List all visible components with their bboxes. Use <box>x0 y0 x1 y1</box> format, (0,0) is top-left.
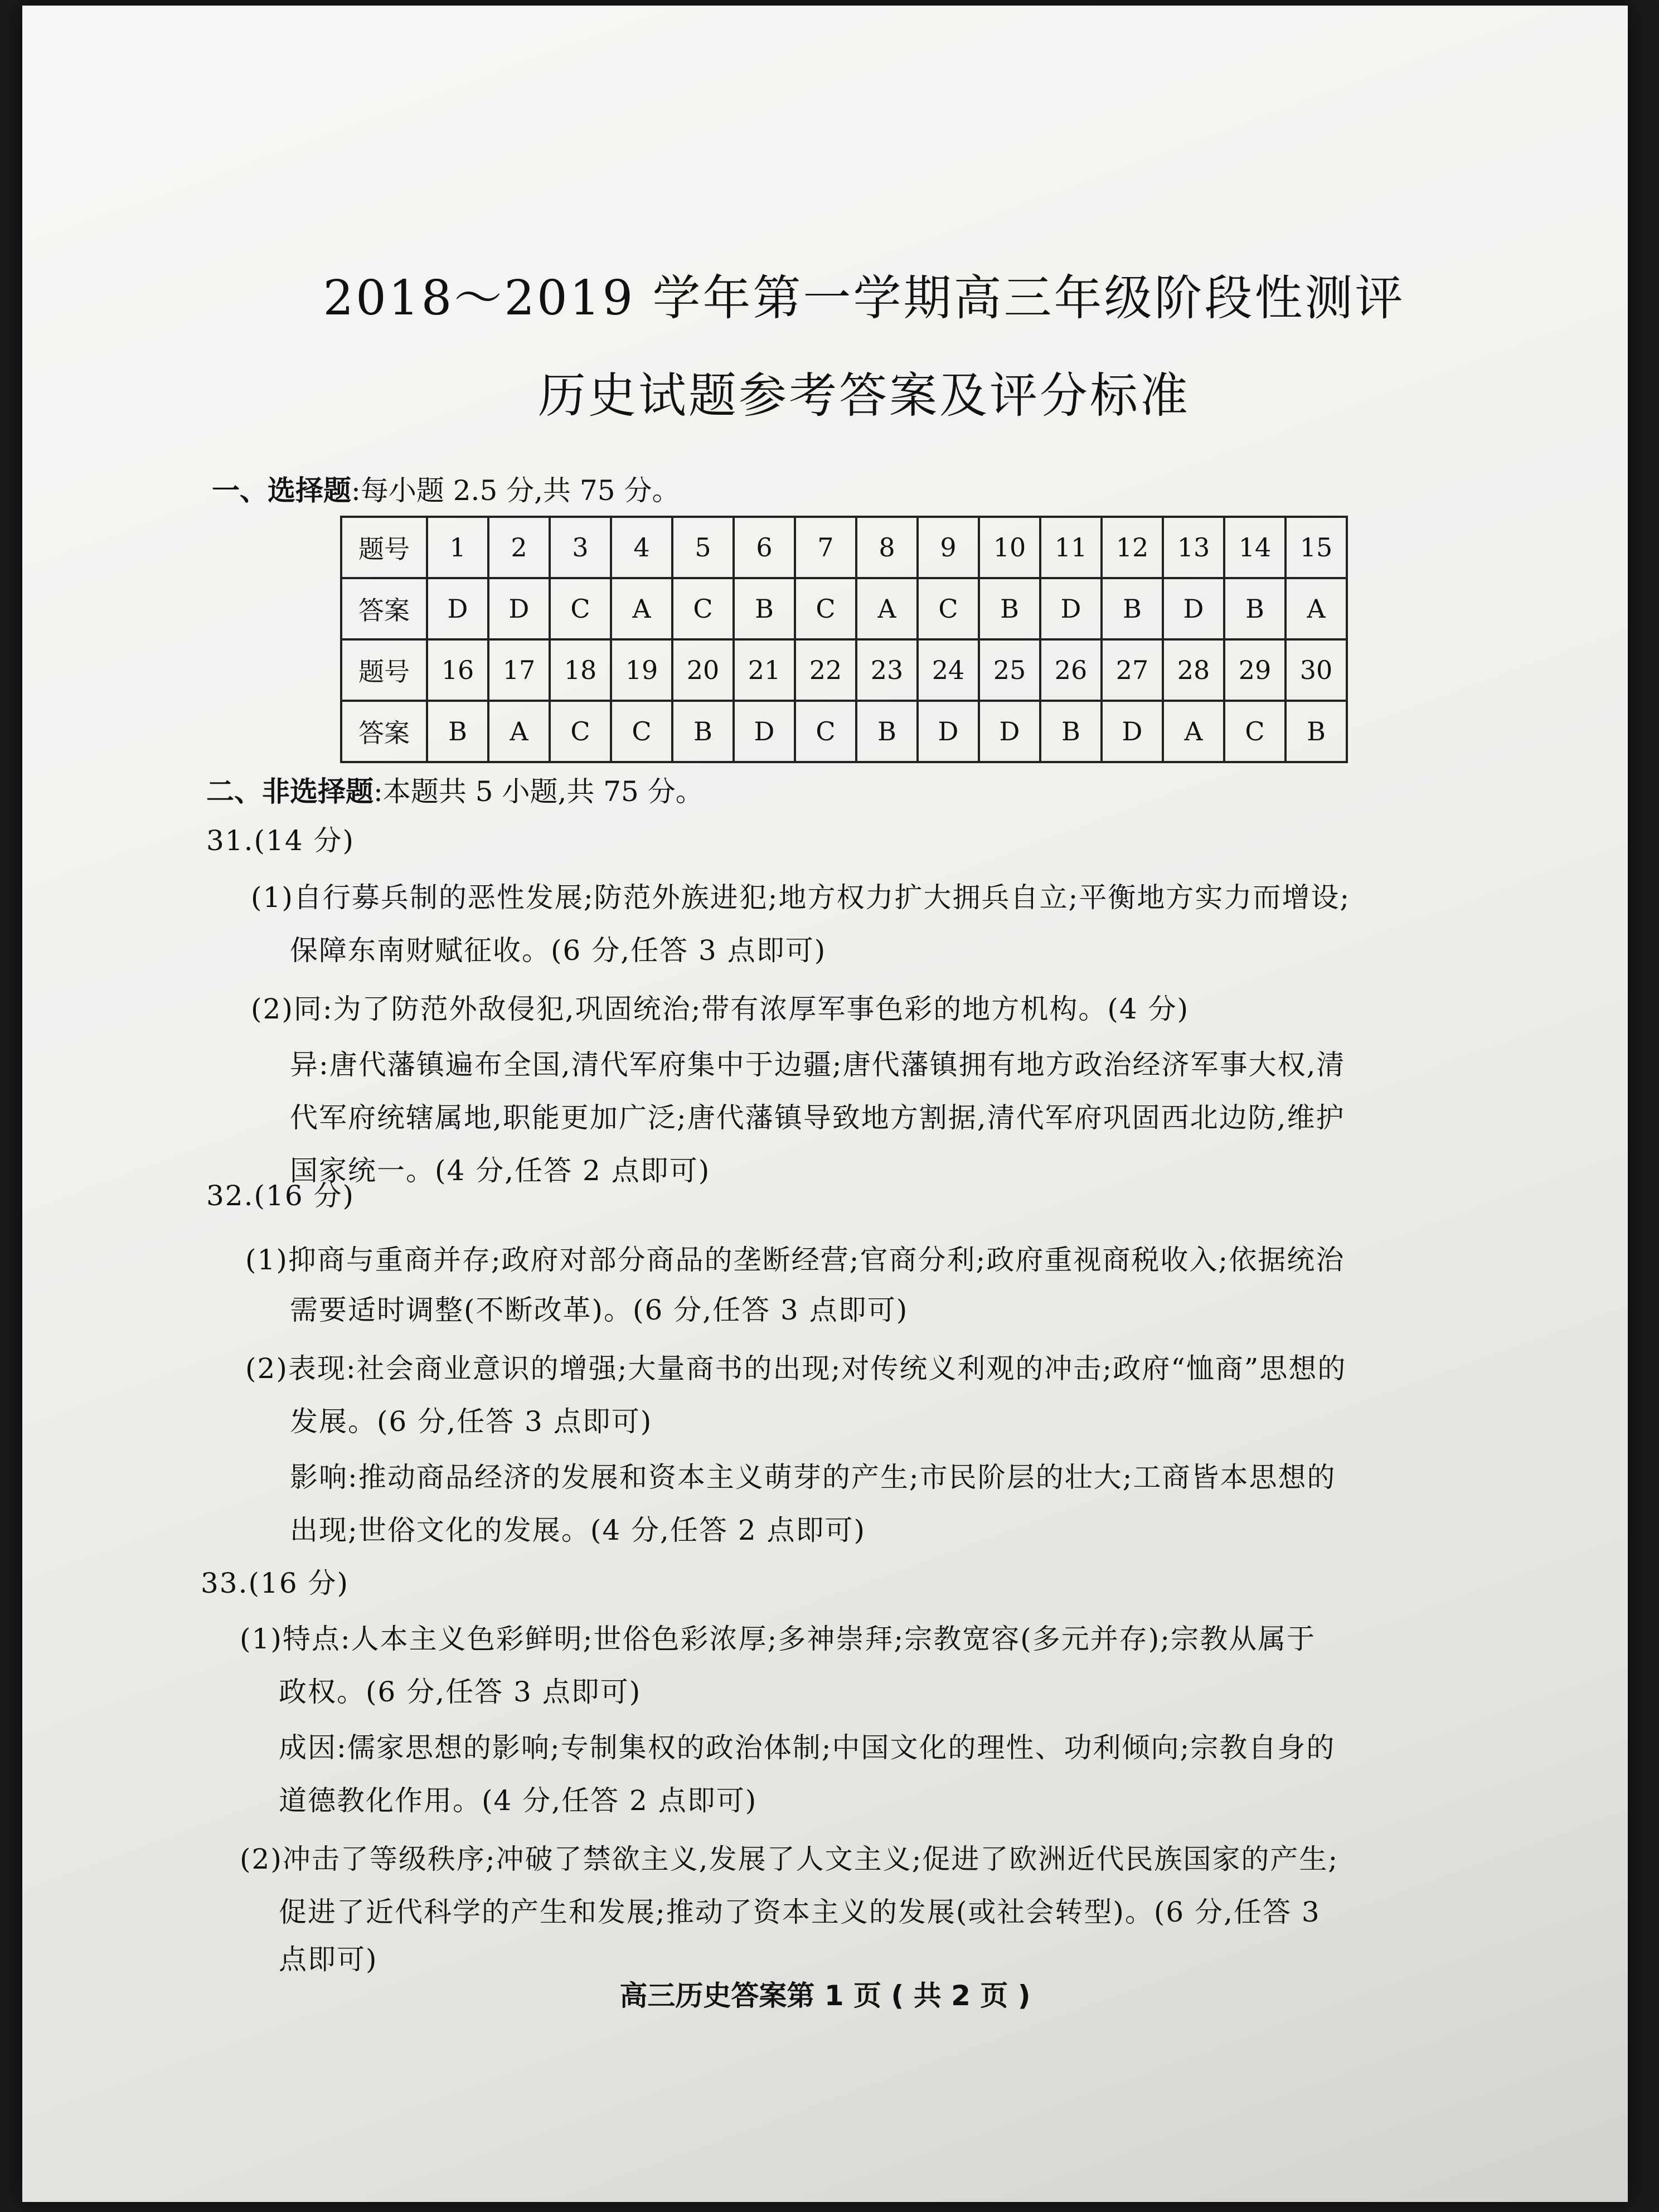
table-cell: C <box>795 578 856 639</box>
answer-line: (2)表现:社会商业意识的增强;大量商书的出现;对传统义利观的冲击;政府“恤商”思想的 <box>245 1352 1347 1385</box>
table-cell: 24 <box>918 639 979 701</box>
number-label: 题号 <box>341 517 427 578</box>
table-cell: 6 <box>734 517 795 578</box>
table-cell: 21 <box>734 639 795 701</box>
answer-line: 成因:儒家思想的影响;专制集权的政治体制;中国文化的理性、功利倾向;宗教自身的 <box>279 1731 1336 1764</box>
number-label: 题号 <box>341 639 427 701</box>
table-row <box>341 701 1347 762</box>
table-cell: 25 <box>979 639 1040 701</box>
question-31-heading: 31.(14 分) <box>206 824 355 857</box>
answer-line: 国家统一。(4 分,任答 2 点即可) <box>290 1154 711 1187</box>
table-cell: 2 <box>488 517 550 578</box>
table-cell: C <box>550 578 611 639</box>
table-cell: C <box>795 701 856 762</box>
table-cell: D <box>427 578 488 639</box>
table-cell: D <box>1102 701 1163 762</box>
page-subtitle: 历史试题参考答案及评分标准 <box>538 368 1190 424</box>
question-33-heading: 33.(16 分) <box>201 1567 350 1599</box>
table-cell: A <box>1163 701 1224 762</box>
table-cell: 1 <box>427 517 488 578</box>
table-cell: 11 <box>1040 517 1102 578</box>
question-32-heading: 32.(16 分) <box>206 1180 355 1212</box>
answer-line: (1)自行募兵制的恶性发展;防范外族进犯;地方权力扩大拥兵自立;平衡地方实力而增设; <box>251 881 1351 914</box>
table-cell: C <box>918 578 979 639</box>
answer-line: (2)冲击了等级秩序;冲破了禁欲主义,发展了人文主义;促进了欧洲近代民族国家的产生; <box>240 1843 1339 1875</box>
table-cell: A <box>611 578 672 639</box>
section-2-note: :本题共 5 小题,共 75 分。 <box>373 775 704 808</box>
answer-sheet-page <box>22 6 1628 2202</box>
answer-line: (1)抑商与重商并存;政府对部分商品的垄断经营;官商分利;政府重视商税收入;依据统治 <box>245 1244 1345 1276</box>
table-cell: 23 <box>856 639 918 701</box>
table-cell: 18 <box>550 639 611 701</box>
answer-line: 代军府统辖属地,职能更加广泛;唐代藩镇导致地方割据,清代军府巩固西北边防,维护 <box>290 1102 1345 1134</box>
table-cell: 7 <box>795 517 856 578</box>
table-cell: 15 <box>1286 517 1347 578</box>
table-cell: B <box>856 701 918 762</box>
section-1-note: :每小题 2.5 分,共 75 分。 <box>351 474 680 507</box>
table-cell: 13 <box>1163 517 1224 578</box>
table-cell: 17 <box>488 639 550 701</box>
table-cell: A <box>488 701 550 762</box>
table-cell: 5 <box>672 517 734 578</box>
table-row <box>341 517 1347 578</box>
table-cell: A <box>856 578 918 639</box>
table-cell: D <box>918 701 979 762</box>
table-cell: D <box>488 578 550 639</box>
answer-line: 发展。(6 分,任答 3 点即可) <box>290 1405 653 1438</box>
table-cell: C <box>1224 701 1286 762</box>
answer-line: 道德教化作用。(4 分,任答 2 点即可) <box>279 1784 758 1817</box>
answer-table <box>340 516 1348 763</box>
table-cell: C <box>550 701 611 762</box>
answer-line: 需要适时调整(不断改革)。(6 分,任答 3 点即可) <box>290 1294 909 1326</box>
answer-line: 影响:推动商品经济的发展和资本主义萌芽的产生;市民阶层的壮大;工商皆本思想的 <box>290 1461 1336 1493</box>
table-cell: 10 <box>979 517 1040 578</box>
table-cell: 8 <box>856 517 918 578</box>
section-1-heading: 一、选择题 <box>212 474 351 507</box>
table-cell: B <box>734 578 795 639</box>
table-cell: 26 <box>1040 639 1102 701</box>
table-cell: D <box>1040 578 1102 639</box>
answer-label: 答案 <box>341 701 427 762</box>
answer-line: (1)特点:人本主义色彩鲜明;世俗色彩浓厚;多神崇拜;宗教宽容(多元并存);宗教从属于 <box>240 1623 1316 1655</box>
table-cell: A <box>1286 578 1347 639</box>
answer-line: 点即可) <box>279 1943 378 1976</box>
table-cell: 3 <box>550 517 611 578</box>
table-cell: 14 <box>1224 517 1286 578</box>
table-cell: 22 <box>795 639 856 701</box>
table-row <box>341 578 1347 639</box>
table-cell: 9 <box>918 517 979 578</box>
table-cell: B <box>1224 578 1286 639</box>
table-cell: D <box>979 701 1040 762</box>
section-2-heading: 二、非选择题 <box>206 775 373 808</box>
table-cell: B <box>1286 701 1347 762</box>
page-footer: 高三历史答案第 1 页 ( 共 2 页 ) <box>619 1980 1031 2012</box>
answer-line: 促进了近代科学的产生和发展;推动了资本主义的发展(或社会转型)。(6 分,任答 3 <box>279 1896 1321 1928</box>
table-cell: D <box>1163 578 1224 639</box>
table-cell: B <box>672 701 734 762</box>
table-cell: 27 <box>1102 639 1163 701</box>
section-1-header <box>212 468 680 508</box>
table-cell: 19 <box>611 639 672 701</box>
answer-line: 出现;世俗文化的发展。(4 分,任答 2 点即可) <box>290 1514 866 1546</box>
answer-label: 答案 <box>341 578 427 639</box>
table-cell: 20 <box>672 639 734 701</box>
table-cell: B <box>1040 701 1102 762</box>
table-cell: B <box>1102 578 1163 639</box>
table-cell: 12 <box>1102 517 1163 578</box>
table-cell: 29 <box>1224 639 1286 701</box>
page-title: 2018～2019 学年第一学期高三年级阶段性测评 <box>323 270 1405 326</box>
table-cell: C <box>672 578 734 639</box>
answer-line: 政权。(6 分,任答 3 点即可) <box>279 1676 642 1708</box>
section-2-header <box>206 769 704 809</box>
table-cell: B <box>979 578 1040 639</box>
table-cell: 28 <box>1163 639 1224 701</box>
answer-line: 异:唐代藩镇遍布全国,清代军府集中于边疆;唐代藩镇拥有地方政治经济军事大权,清 <box>290 1049 1346 1081</box>
table-cell: D <box>734 701 795 762</box>
table-cell: 16 <box>427 639 488 701</box>
answer-line: (2)同:为了防范外敌侵犯,巩固统治;带有浓厚军事色彩的地方机构。(4 分) <box>251 993 1190 1025</box>
table-row <box>341 639 1347 701</box>
table-cell: B <box>427 701 488 762</box>
table-cell: 30 <box>1286 639 1347 701</box>
answer-line: 保障东南财赋征收。(6 分,任答 3 点即可) <box>290 934 827 967</box>
table-cell: 4 <box>611 517 672 578</box>
table-cell: C <box>611 701 672 762</box>
